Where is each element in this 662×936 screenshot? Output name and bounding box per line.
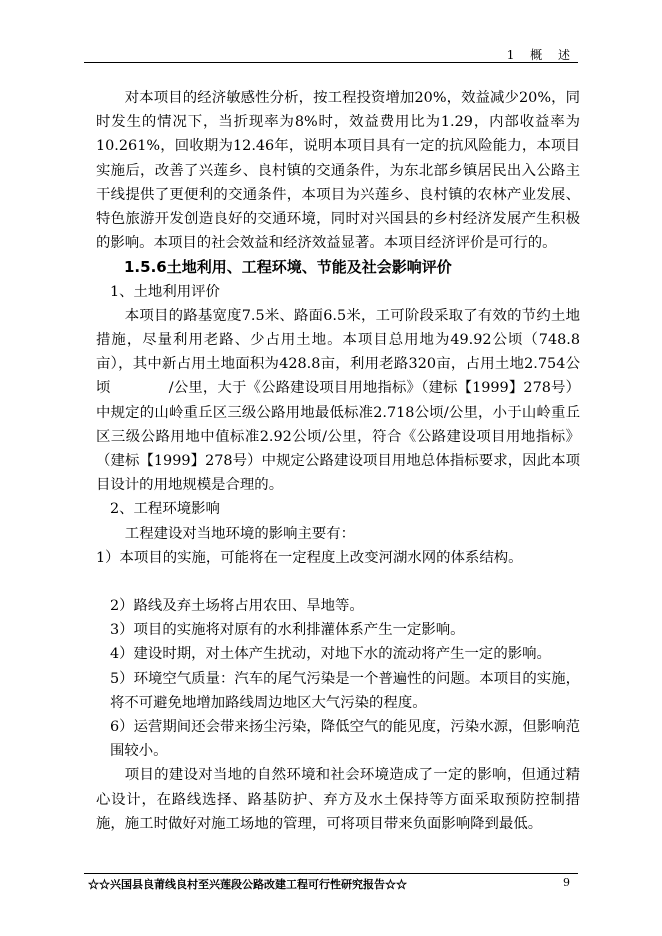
section-heading: 1.5.6土地利用、工程环境、节能及社会影响评价 (124, 258, 452, 277)
economic-evaluation-paragraph: 对本项目的经济敏感性分析，按工程投资增加20%，效益减少20%，同时发生的情况下，当折现率为8%时，效益费用比为1.29，内部收益率为10.261%，回收期为12.46年，说明本项目具有一定的抗风险能力，本项目实施后，改善了兴莲乡、良村镇的交通条件，为东北部乡镇居民出入公路主干线提供了更便利的交通条件，本项目为兴莲乡、良村镇的农林产业发展、特色旅游开发创造良好的交通环境，同时对兴国县的乡村经济发展产生积极的影响。本项目的社会效益和经济效益显著。本项目经济评价是可行的。 (96, 90, 580, 252)
blank-line (96, 570, 580, 594)
subsection-environment: 2、工程环境影响 (110, 501, 220, 518)
list-item: 1）本项目的实施，可能将在一定程度上改变河湖水网的体系结构。 (96, 549, 523, 566)
list-item: 4）建设时期，对土体产生扰动，对地下水的流动将产生一定的影响。 (110, 646, 551, 663)
chapter-header: 1 概 述 (506, 48, 576, 62)
header-rule (84, 62, 578, 63)
list-item: 5）环境空气质量：汽车的尾气污染是一个普遍性的问题。本项目的实施，将不可避免地增加路线周边地区大气污染的程度。 (110, 670, 580, 711)
document-body (96, 86, 580, 836)
list-item: 2）路线及弃土场将占用农田、旱地等。 (110, 598, 364, 615)
land-use-paragraph: 本项目的路基宽度7.5米、路面6.5米，工可阶段采取了有效的节约土地措施，尽量利用老路、少占用土地。本项目总用地为49.92公顷（748.8亩），其中新占用土地面积为428.8亩，利用老路320亩，占用土地2.754公顷 /公里，大于《公路建设项目用地指标》（建标【1999】278号）中规定的山岭重丘区三级公路用地最低标准2.718公顷/公里，小于山岭重丘区三级公路用地中值标准2.92公顷/公里，符合《公路建设项目用地指标》（建标【1999】278号）中规定公路建设项目用地总体指标要求，因此本项目设计的用地规模是合理的。 (96, 307, 580, 494)
subsection-land-use: 1、土地利用评价 (110, 283, 220, 300)
footer-report-title: ☆☆兴国县良莆线良村至兴莲段公路改建工程可行性研究报告☆☆ (88, 878, 407, 891)
page-number: 9 (563, 876, 570, 889)
conclusion-paragraph: 项目的建设对当地的自然环境和社会环境造成了一定的影响，但通过精心设计，在路线选择、路基防护、弃方及水土保持等方面采取预防控制措施，施工时做好对施工场地的管理，可将项目带来负面影响降到最低。 (96, 767, 580, 832)
list-item: 3）项目的实施将对原有的水利排灌体系产生一定影响。 (110, 622, 465, 639)
footer-rule (84, 873, 578, 874)
list-item: 6）运营期间还会带来扬尘污染，降低空气的能见度，污染水源，但影响范围较小。 (110, 719, 580, 760)
environment-intro: 工程建设对当地环境的影响主要有： (124, 525, 356, 542)
